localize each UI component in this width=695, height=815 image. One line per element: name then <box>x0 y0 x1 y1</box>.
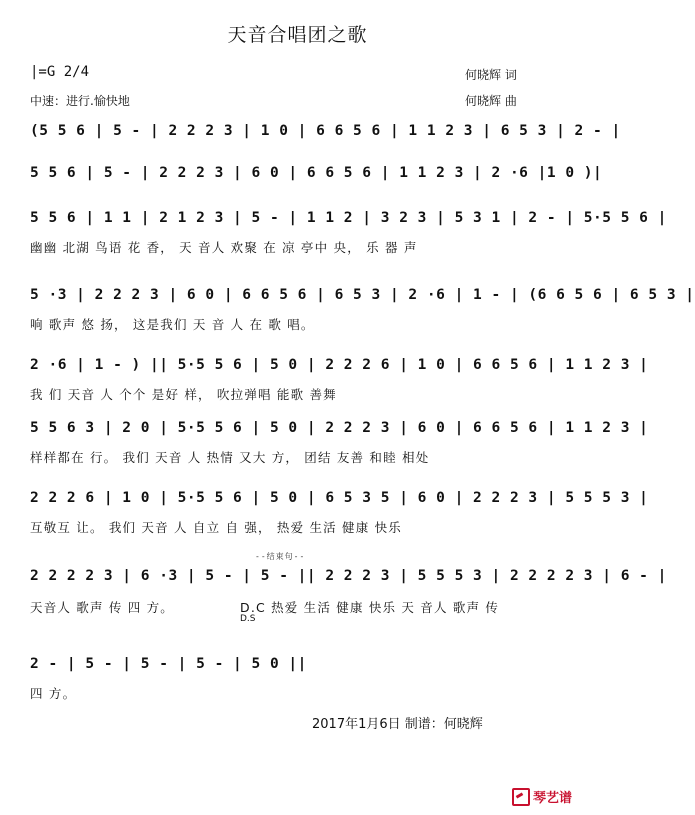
composer-credit: 何晓辉 曲 <box>465 94 517 108</box>
watermark-logo <box>512 787 572 806</box>
tempo-marking: 中速：进行.愉快地 <box>30 94 130 108</box>
notation-line-1: (5 5 6 | 5 - | 2 2 2 3 | 1 0 | 6 6 5 6 | 1 1 2 3 | 6 5 3 | 2 - | <box>30 123 621 139</box>
ds-mark: D.S <box>240 614 256 624</box>
notation-line-7: 2 2 2 6 | 1 0 | 5·5 5 6 | 5 0 | 6 5 3 5 | 6 0 | 2 2 2 3 | 5 5 5 3 | <box>30 490 649 506</box>
lyric-line-6: 样样都在 行。 我们 天音 人 热情 又大 方， 团结 友善 和睦 相处 <box>30 450 430 465</box>
notation-line-2: 5 5 6 | 5 - | 2 2 2 3 | 6 0 | 6 6 5 6 | 1 1 2 3 | 2 ·6 |1 0 )| <box>30 165 603 181</box>
lyric-line-9: 四 方。 <box>30 686 77 701</box>
notation-line-4: 5 ·3 | 2 2 2 3 | 6 0 | 6 6 5 6 | 6 5 3 | 2 ·6 | 1 - | (6 6 5 6 | 6 5 3 | <box>30 287 695 303</box>
notation-line-3: 5 5 6 | 1 1 | 2 1 2 3 | 5 - | 1 1 2 | 3 2 3 | 5 3 1 | 2 - | 5·5 5 6 | <box>30 210 667 226</box>
lyric-line-4: 响 歌声 悠 扬， 这是我们 天 音 人 在 歌 唱。 <box>30 317 315 332</box>
lyric-line-8: 天音人 歌声 传 四 方。 <box>30 600 174 615</box>
watermark-text: 琴艺谱 <box>533 791 573 806</box>
lyric-line-5: 我 们 天音 人 个个 是好 样， 吹拉弹唱 能歌 善舞 <box>30 387 337 402</box>
lyric-line-7: 互敬互 让。 我们 天音 人 自立 自 强， 热爱 生活 健康 快乐 <box>30 520 403 535</box>
dc-lyric: D.C 热爱 生活 健康 快乐 天 音人 歌声 传 <box>240 600 500 615</box>
end-phrase-marker: --结束句-- <box>255 552 306 561</box>
notation-line-9: 2 - | 5 - | 5 - | 5 - | 5 0 || <box>30 656 307 672</box>
song-title: 天音合唱团之歌 <box>227 24 368 46</box>
logo-icon <box>512 788 530 806</box>
date-credit <box>312 713 483 732</box>
transcriber-credit: 制谱：何晓辉 <box>404 717 483 732</box>
lyricist-credit: 何晓辉 词 <box>465 68 517 82</box>
notation-line-5: 2 ·6 | 1 - ) || 5·5 5 6 | 5 0 | 2 2 2 6 | 1 0 | 6 6 5 6 | 1 1 2 3 | <box>30 357 649 373</box>
date-text: 2017年1月6日 <box>312 717 401 732</box>
notation-line-6: 5 5 6 3 | 2 0 | 5·5 5 6 | 5 0 | 2 2 2 3 | 6 0 | 6 6 5 6 | 1 1 2 3 | <box>30 420 649 436</box>
notation-line-8: 2 2 2 2 3 | 6 ·3 | 5 - | 5 - || 2 2 2 3 | 5 5 5 3 | 2 2 2 2 3 | 6 - | <box>30 568 667 584</box>
key-signature: |=G 2/4 <box>30 64 90 80</box>
lyric-line-3: 幽幽 北湖 鸟语 花 香， 天 音人 欢聚 在 凉 亭中 央， 乐 器 声 <box>30 240 418 255</box>
